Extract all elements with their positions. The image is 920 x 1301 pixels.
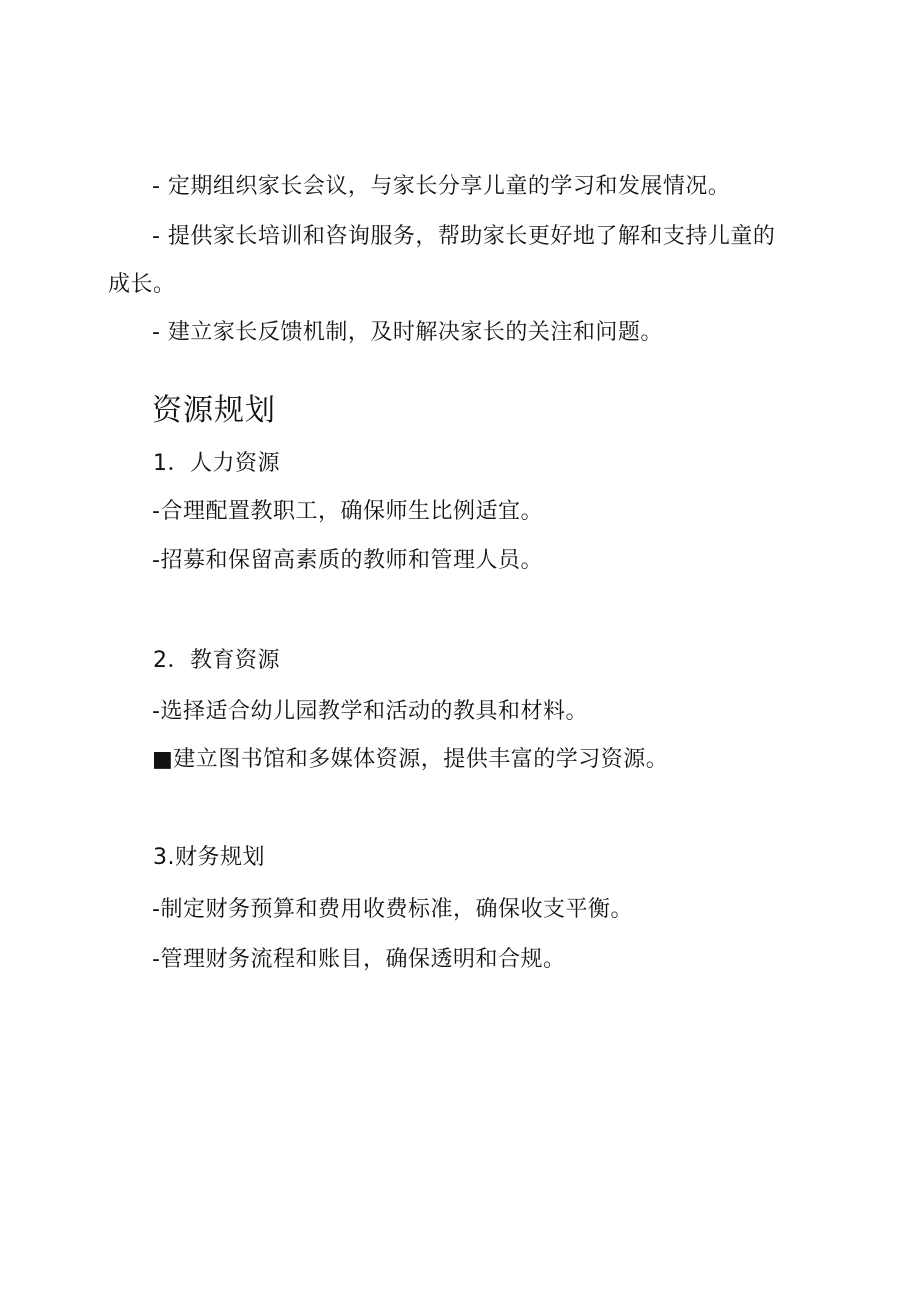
subsection-heading-finance-planning: 3.财务规划 <box>153 845 265 870</box>
parent-training-item: - 提供家长培训和咨询服务，帮助家长更好地了解和支持儿童的 <box>152 224 776 249</box>
subsection-heading-education-resources: 2．教育资源 <box>153 648 280 673</box>
list-item: ■建立图书馆和多媒体资源，提供丰富的学习资源。 <box>152 747 669 772</box>
subsection-heading-human-resources: 1．人力资源 <box>153 451 280 476</box>
list-item: -合理配置教职工，确保师生比例适宜。 <box>152 499 543 524</box>
parent-feedback-item: - 建立家长反馈机制，及时解决家长的关注和问题。 <box>152 320 663 345</box>
section-title: 资源规划 <box>152 393 276 428</box>
parent-meeting-item: - 定期组织家长会议，与家长分享儿童的学习和发展情况。 <box>152 174 731 199</box>
parent-training-item-continuation: 成长。 <box>108 272 176 297</box>
list-item: -制定财务预算和费用收费标准，确保收支平衡。 <box>152 897 633 922</box>
list-item: -招募和保留高素质的教师和管理人员。 <box>152 548 543 573</box>
list-item: -选择适合幼儿园教学和活动的教具和材料。 <box>152 699 588 724</box>
list-item: -管理财务流程和账目，确保透明和合规。 <box>152 947 566 972</box>
